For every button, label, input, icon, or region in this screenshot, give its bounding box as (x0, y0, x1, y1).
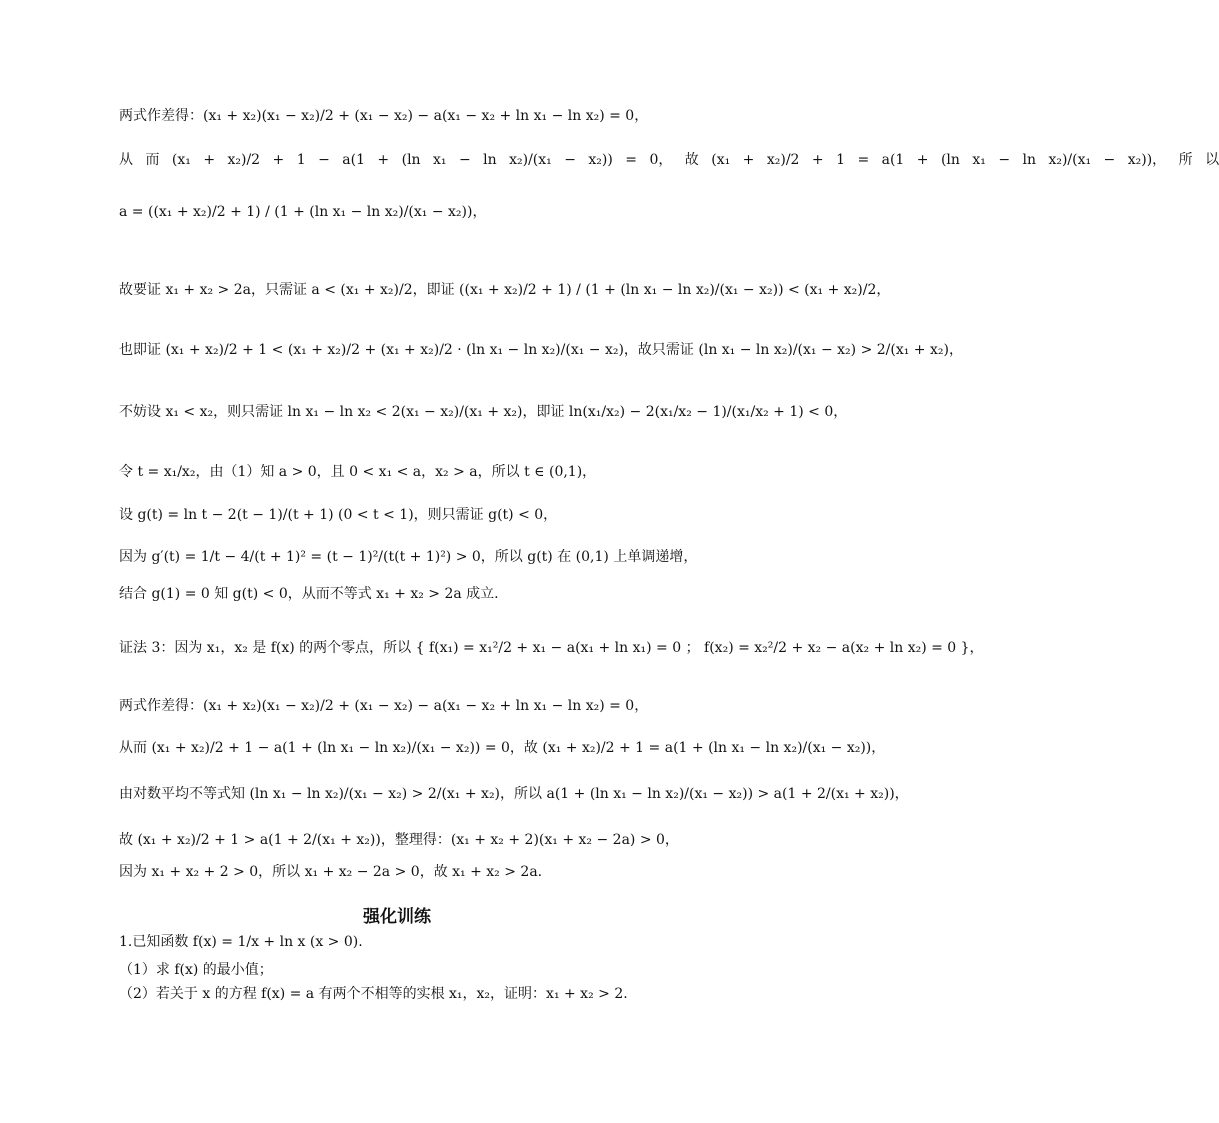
proof-line-a-expression: a = ((x₁ + x₂)/2 + 1) / (1 + (ln x₁ − ln x₂)/(x₁ − x₂))， (119, 204, 487, 220)
proof-line-equivalent: 也即证 (x₁ + x₂)/2 + 1 < (x₁ + x₂)/2 + (x₁ + x₂)/2 · (ln x₁ − ln x₂)/(x₁ − x₂)，故只需证 (ln x₁ − ln x₂)/(x₁ − x₂) > 2/(x₁ + x₂)， (119, 342, 963, 358)
proof-line-conclusion: 结合 g(1) = 0 知 g(t) < 0，从而不等式 x₁ + x₂ > 2a 成立. (119, 586, 499, 602)
proof-line-therefore: 从 而 (x₁ + x₂)/2 + 1 − a(1 + (ln x₁ − ln x₂)/(x₁ − x₂)) = 0， 故 (x₁ + x₂)/2 + 1 = a(1 + (ln x₁ − ln x₂)/(x₁ − x₂))， 所 以 (119, 152, 1219, 168)
proof-method-3-difference: 两式作差得：(x₁ + x₂)(x₁ − x₂)/2 + (x₁ − x₂) − a(x₁ − x₂ + ln x₁ − ln x₂) = 0， (119, 698, 649, 714)
proof-line-substitution: 令 t = x₁/x₂，由（1）知 a > 0，且 0 < x₁ < a，x₂ > a，所以 t ∈ (0,1)， (119, 464, 597, 480)
proof-line-define-g: 设 g(t) = ln t − 2(t − 1)/(t + 1) (0 < t < 1)，则只需证 g(t) < 0， (119, 507, 558, 523)
exercise-part-1: （1）求 f(x) 的最小值； (119, 962, 273, 978)
proof-line-difference: 两式作差得：(x₁ + x₂)(x₁ − x₂)/2 + (x₁ − x₂) − a(x₁ − x₂ + ln x₁ − ln x₂) = 0， (119, 108, 649, 124)
proof-line-derivative: 因为 g′(t) = 1/t − 4/(t + 1)² = (t − 1)²/(t(t + 1)²) > 0，所以 g(t) 在 (0,1) 上单调递增， (119, 549, 698, 565)
proof-method-3-conclusion: 因为 x₁ + x₂ + 2 > 0，所以 x₁ + x₂ − 2a > 0，故 x₁ + x₂ > 2a. (119, 864, 543, 880)
exercise-stem: 1.已知函数 f(x) = 1/x + ln x (x > 0). (119, 934, 363, 950)
proof-method-3-system: 证法 3：因为 x₁，x₂ 是 f(x) 的两个零点，所以 { f(x₁) = x₁²/2 + x₁ − a(x₁ + ln x₁) = 0 ； f(x₂) = x₂²/2 + x₂ − a(x₂ + ln x₂) = 0 }， (119, 640, 984, 656)
proof-method-3-log-mean: 由对数平均不等式知 (ln x₁ − ln x₂)/(x₁ − x₂) > 2/(x₁ + x₂)，所以 a(1 + (ln x₁ − ln x₂)/(x₁ − x₂)) > a(1 + 2/(x₁ + x₂))， (119, 786, 909, 802)
proof-method-3-simplify: 故 (x₁ + x₂)/2 + 1 > a(1 + 2/(x₁ + x₂))，整理得：(x₁ + x₂ + 2)(x₁ + x₂ − 2a) > 0， (119, 832, 679, 848)
section-heading: 强化训练 (363, 907, 431, 927)
exercise-part-2: （2）若关于 x 的方程 f(x) = a 有两个不相等的实根 x₁，x₂，证明：x₁ + x₂ > 2. (119, 986, 628, 1002)
proof-line-to-prove: 故要证 x₁ + x₂ > 2a，只需证 a < (x₁ + x₂)/2，即证 ((x₁ + x₂)/2 + 1) / (1 + (ln x₁ − ln x₂)/(x₁ − x₂)) < (x₁ + x₂)/2， (119, 282, 891, 298)
proof-method-3-therefore: 从而 (x₁ + x₂)/2 + 1 − a(1 + (ln x₁ − ln x₂)/(x₁ − x₂)) = 0，故 (x₁ + x₂)/2 + 1 = a(1 + (ln x₁ − ln x₂)/(x₁ − x₂))， (119, 740, 886, 756)
proof-line-assume: 不妨设 x₁ < x₂，则只需证 ln x₁ − ln x₂ < 2(x₁ − x₂)/(x₁ + x₂)，即证 ln(x₁/x₂) − 2(x₁/x₂ − 1)/(x₁/x₂ + 1) < 0， (119, 404, 848, 420)
